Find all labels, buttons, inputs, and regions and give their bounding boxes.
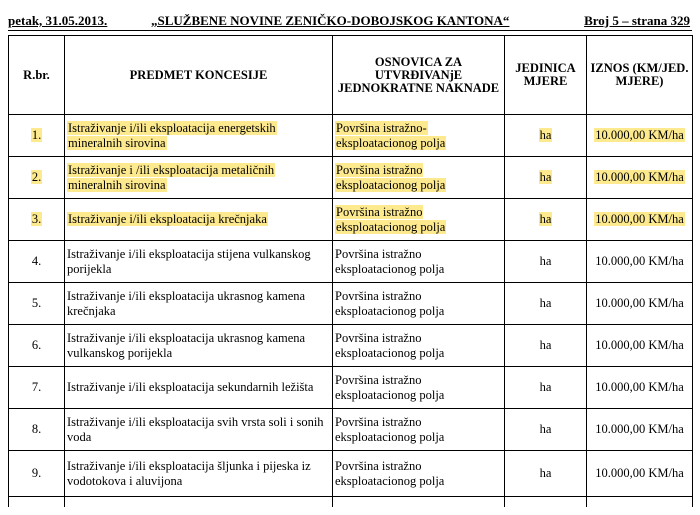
row-unit: ha [539,422,552,436]
row-basis: Površina istražno eksploatacionog polja [335,330,445,360]
row-subject: Istraživanje i/ili eksploatacija svih vrsta soli i sonih voda [67,414,324,444]
table-row [9,325,693,367]
row-number: 4. [31,254,42,268]
continuation-cell [65,497,333,507]
header-title: „SLUŽBENE NOVINE ZENIČKO-DOBOJSKOG KANTONA“ [151,13,510,28]
row-subject: Istraživanje i /ili eksploatacija metaličnih mineralnih sirovina [68,162,275,192]
row-unit: ha [539,338,552,352]
column-header-basis: OSNOVICA ZA UTVRĐIVANjE JEDNOKRATNE NAKNADE [333,36,505,115]
row-unit-cell [505,283,587,325]
row-subject-cell [65,325,333,367]
row-unit-cell [505,451,587,497]
row-unit-cell [505,199,587,241]
row-amount: 10.000,00 KM/ha [595,254,684,268]
row-basis-cell [333,409,505,451]
row-unit-cell [505,157,587,199]
table-row [9,241,693,283]
table-row [9,115,693,157]
row-unit-cell [505,367,587,409]
row-basis-cell [333,199,505,241]
row-subject: Istraživanje i/ili eksploatacija sekundarnih ležišta [67,380,314,394]
row-basis-cell [333,115,505,157]
row-amount: 10.000,00 KM/ha [595,212,684,226]
row-number-cell [9,157,65,199]
row-amount-cell [587,199,693,241]
table-row [9,199,693,241]
row-unit: ha [539,128,552,142]
row-number: 5. [31,296,42,310]
table-row [9,367,693,409]
row-amount-cell [587,283,693,325]
row-basis-cell [333,451,505,497]
row-subject-cell [65,451,333,497]
row-subject-cell [65,241,333,283]
row-number: 3. [31,212,42,226]
continuation-cell [505,497,587,507]
header-date: petak, 31.05.2013. [8,13,108,28]
row-basis-cell [333,157,505,199]
row-unit: ha [539,170,552,184]
row-number: 6. [31,338,42,352]
row-subject: Istraživanje i/ili eksploatacija ukrasnog kamena vulkanskog porijekla [67,330,306,360]
column-header-number: R.br. [9,36,65,115]
row-basis-cell [333,283,505,325]
row-subject: Istraživanje i/ili eksploatacija ukrasnog kamena krečnjaka [67,288,306,318]
row-number-cell [9,451,65,497]
page-header [8,10,692,30]
table-row [9,409,693,451]
row-number: 2. [31,170,42,184]
row-number-cell [9,199,65,241]
continuation-cell [333,497,505,507]
row-unit: ha [539,296,552,310]
row-basis: Površina istražno eksploatacionog polja [336,204,446,234]
row-number: 8. [31,422,42,436]
row-unit: ha [539,212,552,226]
row-amount: 10.000,00 KM/ha [595,296,684,310]
row-subject-cell [65,199,333,241]
row-unit-cell [505,409,587,451]
row-amount: 10.000,00 KM/ha [595,422,684,436]
row-subject: Istraživanje i/ili eksploatacija energetskih mineralnih sirovina [68,120,276,150]
continuation-cell [587,497,693,507]
row-subject-cell [65,367,333,409]
column-header-unit: JEDINICA MJERE [505,36,587,115]
row-number-cell [9,115,65,157]
row-unit-cell [505,241,587,283]
row-amount: 10.000,00 KM/ha [595,128,684,142]
row-amount-cell [587,451,693,497]
row-basis: Površina istražno eksploatacionog polja [335,288,445,318]
row-amount: 10.000,00 KM/ha [595,338,684,352]
row-basis: Površina istražno eksploatacionog polja [335,458,445,488]
table-header-row [9,36,693,115]
row-unit: ha [539,466,552,480]
table-row [9,451,693,497]
row-basis-cell [333,241,505,283]
row-number-cell [9,367,65,409]
row-basis: Površina istražno-eksploatacionog polja [336,120,446,150]
row-number-cell [9,283,65,325]
row-number: 9. [31,466,42,480]
row-subject-cell [65,115,333,157]
row-unit: ha [539,380,552,394]
continuation-cell [9,497,65,507]
header-page-number: Broj 5 – strana 329 [584,13,690,28]
row-amount: 10.000,00 KM/ha [595,380,684,394]
column-header-amount: IZNOS (KM/JED. MJERE) [587,36,693,115]
column-header-subject: PREDMET KONCESIJE [65,36,333,115]
table-row-continuation [9,497,693,507]
table-row [9,283,693,325]
concession-table [8,35,693,507]
row-amount-cell [587,367,693,409]
row-unit-cell [505,325,587,367]
row-basis: Površina istražno eksploatacionog polja [335,414,445,444]
row-subject-cell [65,409,333,451]
row-basis: Površina istražno eksploatacionog polja [336,162,446,192]
row-amount-cell [587,241,693,283]
row-subject: Istraživanje i/ili eksploatacija krečnjaka [68,212,267,226]
row-amount-cell [587,157,693,199]
row-basis-cell [333,325,505,367]
row-subject: Istraživanje i/ili eksploatacija šljunka i pijeska iz vodotokova i aluvijona [67,458,311,488]
row-number: 7. [31,380,42,394]
row-subject: Istraživanje i/ili eksploatacija stijena vulkanskog porijekla [67,246,311,276]
row-amount-cell [587,115,693,157]
row-number: 1. [31,128,42,142]
row-number-cell [9,325,65,367]
row-amount-cell [587,325,693,367]
row-basis-cell [333,367,505,409]
row-unit: ha [539,254,552,268]
table-body [9,115,693,507]
row-subject-cell [65,283,333,325]
row-number-cell [9,241,65,283]
row-subject-cell [65,157,333,199]
table-row [9,157,693,199]
header-rule [8,30,692,31]
row-amount: 10.000,00 KM/ha [595,466,684,480]
row-number-cell [9,409,65,451]
row-unit-cell [505,115,587,157]
row-amount: 10.000,00 KM/ha [595,170,684,184]
row-amount-cell [587,409,693,451]
row-basis: Površina istražno eksploatacionog polja [335,246,445,276]
row-basis: Površina istražno eksploatacionog polja [335,372,445,402]
